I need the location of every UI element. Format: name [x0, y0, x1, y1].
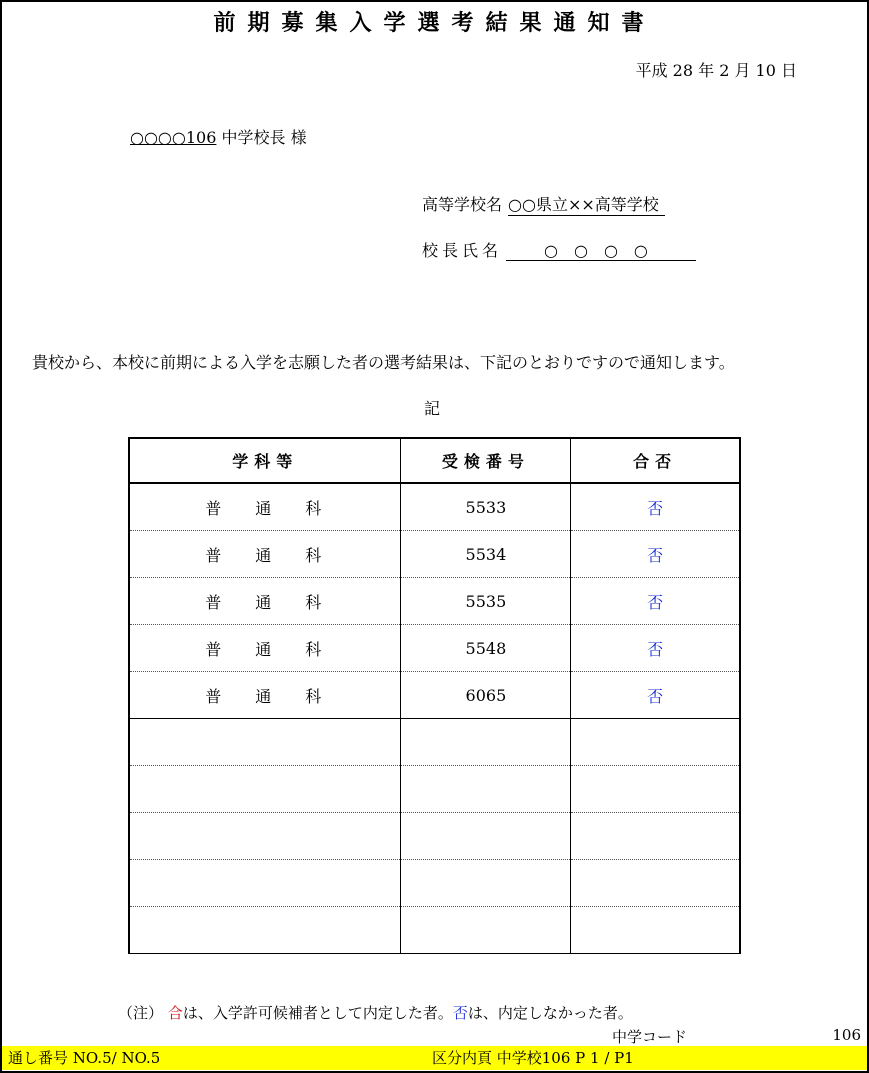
- exam-number-cell: 6065: [401, 672, 571, 719]
- header-exam-number: 受検番号: [401, 438, 571, 483]
- school-name-value: ○○県立××高等学校: [508, 192, 665, 216]
- table-row-empty: [129, 766, 740, 813]
- empty-cell: [129, 907, 401, 954]
- note-fail-text: は、内定しなかった者。: [467, 1004, 633, 1022]
- result-cell: 否: [571, 578, 740, 625]
- result-cell: 否: [571, 531, 740, 578]
- result-cell: 否: [571, 625, 740, 672]
- table-row: [129, 625, 740, 672]
- addressee-suffix: 中学校長 様: [216, 128, 307, 147]
- empty-cell: [571, 860, 740, 907]
- empty-cell: [129, 719, 401, 766]
- results-table: [128, 437, 741, 954]
- school-name-row: [422, 192, 665, 216]
- table-row: [129, 672, 740, 719]
- department-cell: 普通科: [129, 483, 401, 531]
- empty-cell: [401, 860, 571, 907]
- empty-cell: [129, 813, 401, 860]
- empty-cell: [129, 766, 401, 813]
- exam-number-cell: 5535: [401, 578, 571, 625]
- header-result: 合否: [571, 438, 740, 483]
- table-row: [129, 578, 740, 625]
- empty-cell: [571, 719, 740, 766]
- result-cell: 否: [571, 672, 740, 719]
- table-row-empty: [129, 907, 740, 954]
- footer-bar: [2, 1046, 867, 1070]
- note-prefix: （注）: [118, 1004, 164, 1022]
- empty-cell: [401, 766, 571, 813]
- empty-cell: [571, 766, 740, 813]
- serial-number: 通し番号 NO.5/ NO.5: [8, 1049, 161, 1067]
- school-name-label: 高等学校名: [422, 195, 503, 214]
- principal-name-row: [422, 238, 696, 261]
- addressee-name: ○○○○106: [130, 128, 217, 147]
- result-cell: 否: [571, 483, 740, 531]
- table-row-empty: [129, 813, 740, 860]
- table-row: [129, 483, 740, 531]
- table-row-empty: [129, 860, 740, 907]
- addressee: [130, 125, 307, 148]
- department-cell: 普通科: [129, 578, 401, 625]
- junior-high-code-value: 106: [832, 1026, 861, 1044]
- department-cell: 普通科: [129, 625, 401, 672]
- principal-name-label: 校長氏名: [422, 241, 503, 260]
- note-pass-word: 合: [167, 1004, 183, 1022]
- issue-date: 平成 28 年 2 月 10 日: [635, 61, 797, 80]
- department-cell: 普通科: [129, 531, 401, 578]
- note-fail-word: 否: [452, 1004, 468, 1022]
- exam-number-cell: 5534: [401, 531, 571, 578]
- table-row: [129, 531, 740, 578]
- table-header-row: [129, 438, 740, 483]
- department-cell: 普通科: [129, 672, 401, 719]
- empty-cell: [401, 813, 571, 860]
- principal-name-value: ○○○○: [506, 241, 696, 261]
- exam-number-cell: 5548: [401, 625, 571, 672]
- ki-heading: 記: [424, 399, 441, 418]
- note-pass-text: は、入学許可候補者として内定した者。: [182, 1004, 453, 1022]
- empty-cell: [401, 719, 571, 766]
- legend-note: [118, 1002, 633, 1023]
- document-title: 前期募集入学選考結果通知書: [213, 10, 656, 36]
- empty-cell: [571, 813, 740, 860]
- junior-high-code-label: 中学コード: [612, 1028, 688, 1046]
- empty-cell: [129, 860, 401, 907]
- exam-number-cell: 5533: [401, 483, 571, 531]
- table-row-empty: [129, 719, 740, 766]
- header-department: 学科等: [129, 438, 401, 483]
- empty-cell: [401, 907, 571, 954]
- page-info: 区分内頁 中学校106 P 1 / P1: [432, 1049, 634, 1067]
- empty-cell: [571, 907, 740, 954]
- notice-body: 貴校から、本校に前期による入学を志願した者の選考結果は、下記のとおりですので通知します。: [32, 353, 735, 372]
